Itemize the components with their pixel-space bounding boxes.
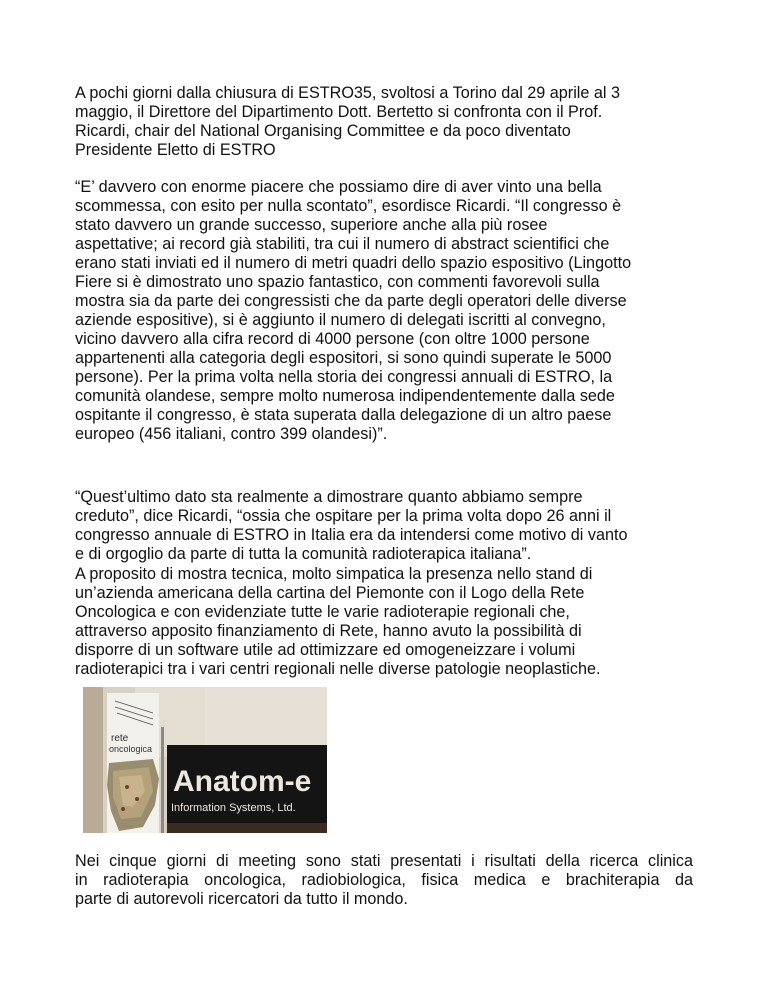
- text-line: congresso annuale di ESTRO in Italia era da intendersi come motivo di vanto: [75, 526, 628, 544]
- text-line: Oncologica e con evidenziate tutte le varie radioterapie regionali che,: [75, 603, 570, 621]
- text-line: Presidente Eletto di ESTRO: [75, 141, 276, 159]
- text-line: e di orgoglio da parte di tutta la comunità radioterapica italiana”.: [75, 545, 532, 563]
- text-line: parte di autorevoli ricercatori da tutto il mondo.: [75, 890, 408, 908]
- text-line: A proposito di mostra tecnica, molto simpatica la presenza nello stand di: [75, 565, 593, 583]
- banner-right-title: Anatom-e: [173, 765, 312, 798]
- exhibition-paragraph: [75, 565, 705, 679]
- banner-left-word-1: rete: [111, 733, 129, 744]
- text-line: stato davvero un grande successo, superiore anche alla più rosee: [75, 216, 548, 234]
- text-line: disporre di un software utile ad ottimizzare ed omogeneizzare i volumi: [75, 641, 576, 659]
- text-line: creduto”, dice Ricardi, “ossia che ospitare per la prima volta dopo 26 anni il: [75, 507, 612, 525]
- text-line: maggio, il Direttore del Dipartimento Dott. Bertetto si confronta con il Prof.: [75, 103, 603, 121]
- banner-left-word-2: oncologica: [109, 744, 153, 754]
- text-line: erano stati inviati ed il numero di metri quadri dello spazio espositivo (Lingotto: [75, 254, 632, 272]
- text-line: radioterapici tra i vari centri regionali nelle diverse patologie neoplastiche.: [75, 660, 601, 678]
- text-line: in radioterapia oncologica, radiobiologica, fisica medica e brachiterapia da: [75, 871, 693, 889]
- text-line: scommessa, con esito per nulla scontato”, esordisce Ricardi. “Il congresso è: [75, 197, 622, 215]
- quote-paragraph: [75, 178, 705, 444]
- text-line: mostra sia da parte dei congressisti che da parte degli operatori delle diverse: [75, 292, 627, 310]
- text-line: appartenenti alla categoria degli espositori, si sono quindi superate le 5000: [75, 349, 612, 367]
- banner-right-subtitle: Information Systems, Ltd.: [171, 802, 296, 814]
- rete-oncologica-banner: [107, 693, 159, 833]
- text-line: un’azienda americana della cartina del Piemonte con il Logo della Rete: [75, 584, 585, 602]
- text-line: aziende espositive), si è aggiunto il numero di delegati iscritti al convegno,: [75, 311, 606, 329]
- text-line: “E’ davvero con enorme piacere che possiamo dire di aver vinto una bella: [75, 178, 602, 196]
- quote-continuation-paragraph: [75, 488, 705, 564]
- text-line: A pochi giorni dalla chiusura di ESTRO35, svoltosi a Torino dal 29 aprile al 3: [75, 84, 620, 102]
- text-line: europeo (456 italiani, contro 399 olandesi)”.: [75, 425, 388, 443]
- text-line: vicino davvero alla cifra record di 4000 persone (con oltre 1000 persone: [75, 330, 590, 348]
- text-line: persone). Per la prima volta nella storia dei congressi annuali di ESTRO, la: [75, 368, 613, 386]
- text-line: Fiere si è dimostrato uno spazio fantastico, con commenti favorevoli sulla: [75, 273, 600, 291]
- text-line: attraverso apposito finanziamento di Rete, hanno avuto la possibilità di: [75, 622, 582, 640]
- text-line: Nei cinque giorni di meeting sono stati presentati i risultati della ricerca clinica: [75, 852, 693, 870]
- text-line: Ricardi, chair del National Organising Committee e da poco diventato: [75, 122, 571, 140]
- closing-paragraph: [75, 852, 693, 909]
- intro-paragraph: [75, 84, 705, 160]
- exhibition-stand-photo: [83, 687, 327, 833]
- text-line: aspettative; ai record già stabiliti, tra cui il numero di abstract scientifici che: [75, 235, 610, 253]
- anatom-e-banner: [167, 745, 327, 833]
- text-line: “Quest’ultimo dato sta realmente a dimostrare quanto abbiamo sempre: [75, 488, 583, 506]
- text-line: ospitante il congresso, è stata superata dalla delegazione di un altro paese: [75, 406, 612, 424]
- text-line: comunità olandese, sempre molto numerosa indipendentemente dalla sede: [75, 387, 615, 405]
